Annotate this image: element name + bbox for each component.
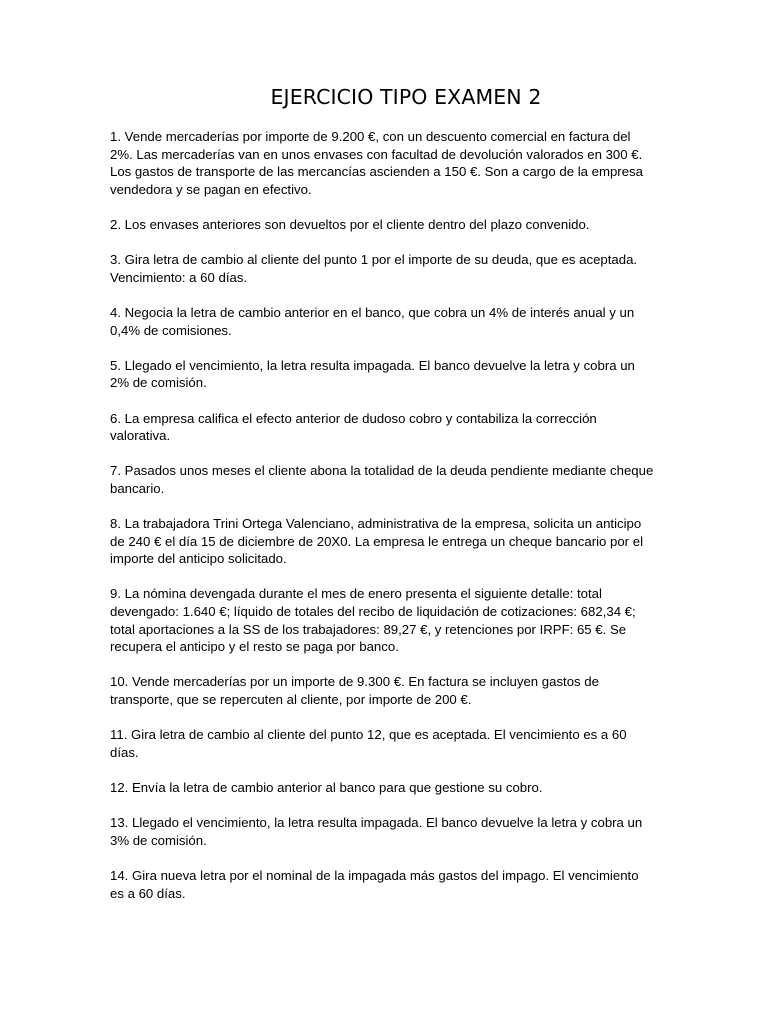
exercise-item-10: 10. Vende mercaderías por un importe de 9.300 €. En factura se incluyen gastos de transporte, que se repercuten al cliente, por importe de 200 €. xyxy=(110,674,599,707)
exercise-item-11: 11. Gira letra de cambio al cliente del punto 12, que es aceptada. El vencimiento es a 60 días. xyxy=(110,727,627,760)
exercise-item-6: 6. La empresa califica el efecto anterior de dudoso cobro y contabiliza la corrección valorativa. xyxy=(110,410,597,444)
exercise-item-12: 12. Envía la letra de cambio anterior al banco para que gestione su cobro. xyxy=(110,779,543,795)
exercise-item-9: 9. La nómina devengada durante el mes de enero presenta el siguiente detalle: total devengado: 1.640 €; líquido de totales del recibo de liquidación de cotizaciones: 682,34 €; total aportaciones a la SS de los trabajadores: 89,27 €, y retenciones por IRPF: 65 €. Se recupera el anticipo y el resto se paga por banco. xyxy=(110,586,636,655)
exercise-list xyxy=(110,128,655,920)
exercise-item-14: 14. Gira nueva letra por el nominal de la impagada más gastos del impago. El vencimiento es a 60 días. xyxy=(110,867,639,901)
exercise-item-1: 1. Vende mercaderías por importe de 9.200 €, con un descuento comercial en factura del 2%. Las mercaderías van en unos envases con facultad de devolución valorados en 300 €. Los gastos de transporte de las mercancías ascienden a 150 €. Son a cargo de la empresa vendedora y se pagan en efectivo. xyxy=(110,129,643,197)
exercise-item-5: 5. Llegado el vencimiento, la letra resulta impagada. El banco devuelve la letra y cobra un 2% de comisión. xyxy=(110,357,635,391)
exercise-item-4: 4. Negocia la letra de cambio anterior en el banco, que cobra un 4% de interés anual y un 0,4% de comisiones. xyxy=(110,304,635,338)
exercise-item-7: 7. Pasados unos meses el cliente abona la totalidad de la deuda pendiente mediante cheque bancario. xyxy=(110,463,654,496)
exercise-item-2: 2. Los envases anteriores son devueltos por el cliente dentro del plazo convenido. xyxy=(110,216,590,232)
exercise-item-13: 13. Llegado el vencimiento, la letra resulta impagada. El banco devuelve la letra y cobra un 3% de comisión. xyxy=(110,815,643,848)
exercise-item-3: 3. Gira letra de cambio al cliente del punto 1 por el importe de su deuda, que es aceptada. Vencimiento: a 60 días. xyxy=(110,252,638,285)
document-title: EJERCICIO TIPO EXAMEN 2 xyxy=(270,85,542,109)
exercise-item-8: 8. La trabajadora Trini Ortega Valenciano, administrativa de la empresa, solicita un anticipo de 240 € el día 15 de diciembre de 20X0. La empresa le entrega un cheque bancario por el importe del anticipo solicitado. xyxy=(110,516,643,567)
